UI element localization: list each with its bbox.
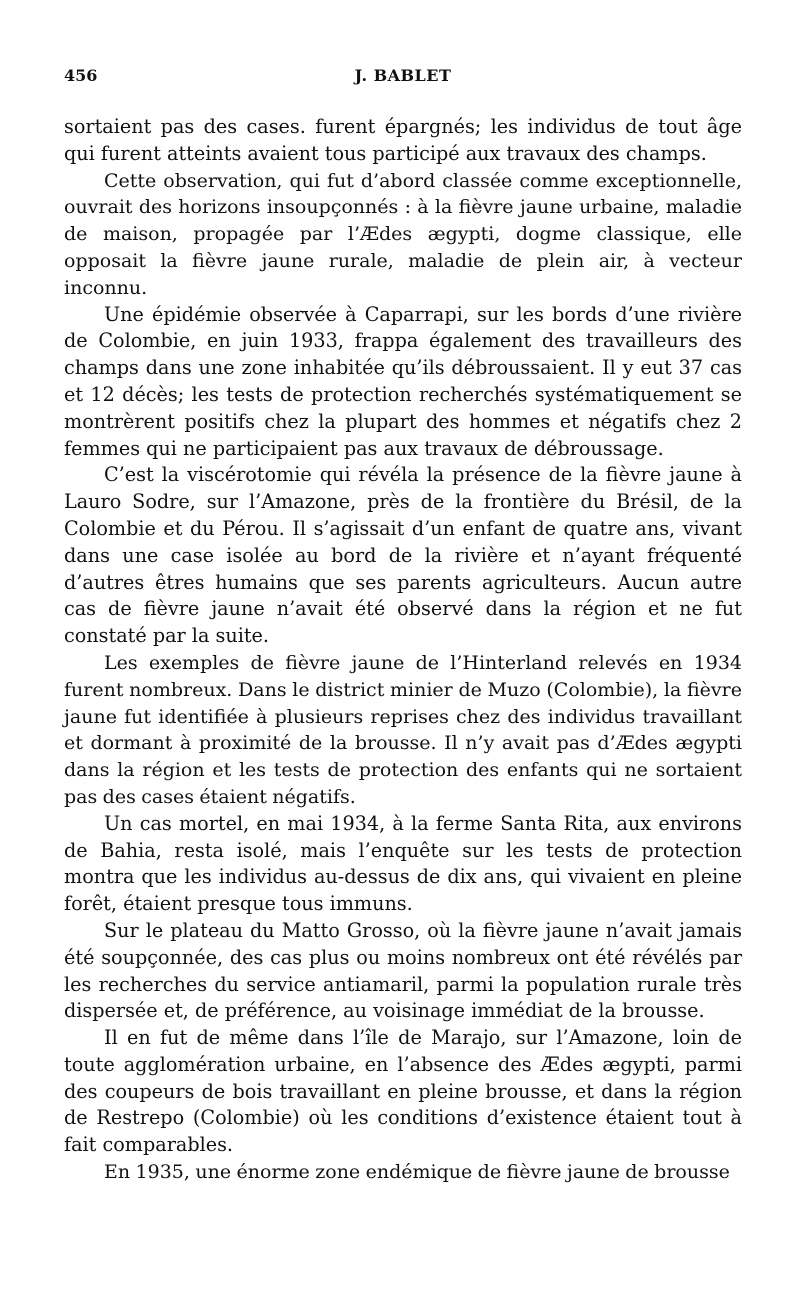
body-text xyxy=(64,114,742,1186)
paragraph: Cette observation, qui fut d’abord classée comme exceptionnelle, ouvrait des horizons insoupçonnés : à la fièvre jaune urbaine, maladie de maison, propagée par l’Ædes ægypti, dogme classique, elle opposait la fièvre jaune rurale, maladie de plein air, à vecteur inconnu. xyxy=(64,169,742,299)
paragraph: Il en fut de même dans l’île de Marajo, sur l’Amazone, loin de toute agglomération urbaine, en l’absence des Ædes ægypti, parmi des coupeurs de bois travaillant en pleine brousse, et dans la région de Restrepo (Colombie) où les conditions d’existence étaient tout à fait comparables. xyxy=(64,1026,742,1157)
paragraph: Un cas mortel, en mai 1934, à la ferme Santa Rita, aux environs de Bahia, resta isolé, mais l’enquête sur les tests de protection montra que les individus au-dessus de dix ans, qui vivaient en pleine forêt, étaient presque tous immuns. xyxy=(64,811,742,916)
paragraph: Les exemples de fièvre jaune de l’Hinterland relevés en 1934 furent nombreux. Dans le district minier de Muzo (Colombie), la fièvre jaune fut identifiée à plusieurs reprises chez des individus travaillant et dormant à proximité de la brousse. Il n’y avait pas d’Ædes ægypti dans la région et les tests de protection des enfants qui ne sortaient pas des cases étaient négatifs. xyxy=(64,651,742,808)
paragraph: Sur le plateau du Matto Grosso, où la fièvre jaune n’avait jamais été soupçonnée, des cas plus ou moins nombreux ont été révélés par les recherches du service antiamaril, parmi la population rurale très dispersée et, de préférence, au voisinage immédiat de la brousse. xyxy=(64,918,742,1023)
paragraph: Une épidémie observée à Caparrapi, sur les bords d’une rivière de Colombie, en juin 1933, frappa également des travailleurs des champs dans une zone inhabitée qu’ils débroussaient. Il y eut 37 cas et 12 décès; les tests de protection recherchés systématiquement se montrèrent positifs chez la plupart des hommes et négatifs chez 2 femmes qui ne participaient pas aux travaux de débroussage. xyxy=(64,302,742,460)
paragraph: C’est la viscérotomie qui révéla la présence de la fièvre jaune à Lauro Sodre, sur l’Amazone, près de la frontière du Brésil, de la Colombie et du Pérou. Il s’agissait d’un enfant de quatre ans, vivant dans une case isolée au bord de la rivière et n’ayant fréquenté d’autres êtres humains que ses parents agriculteurs. Aucun autre cas de fièvre jaune n’avait été observé dans la région et ne fut constaté par la suite. xyxy=(64,463,742,648)
page-header xyxy=(64,60,742,90)
running-head: J. BABLET xyxy=(354,66,452,85)
paragraph: sortaient pas des cases. furent épargnés; les individus de tout âge qui furent atteints avaient tous participé aux travaux des champs. xyxy=(64,115,742,165)
paragraph: En 1935, une énorme zone endémique de fièvre jaune de brousse xyxy=(104,1161,730,1184)
page-number: 456 xyxy=(64,66,98,85)
